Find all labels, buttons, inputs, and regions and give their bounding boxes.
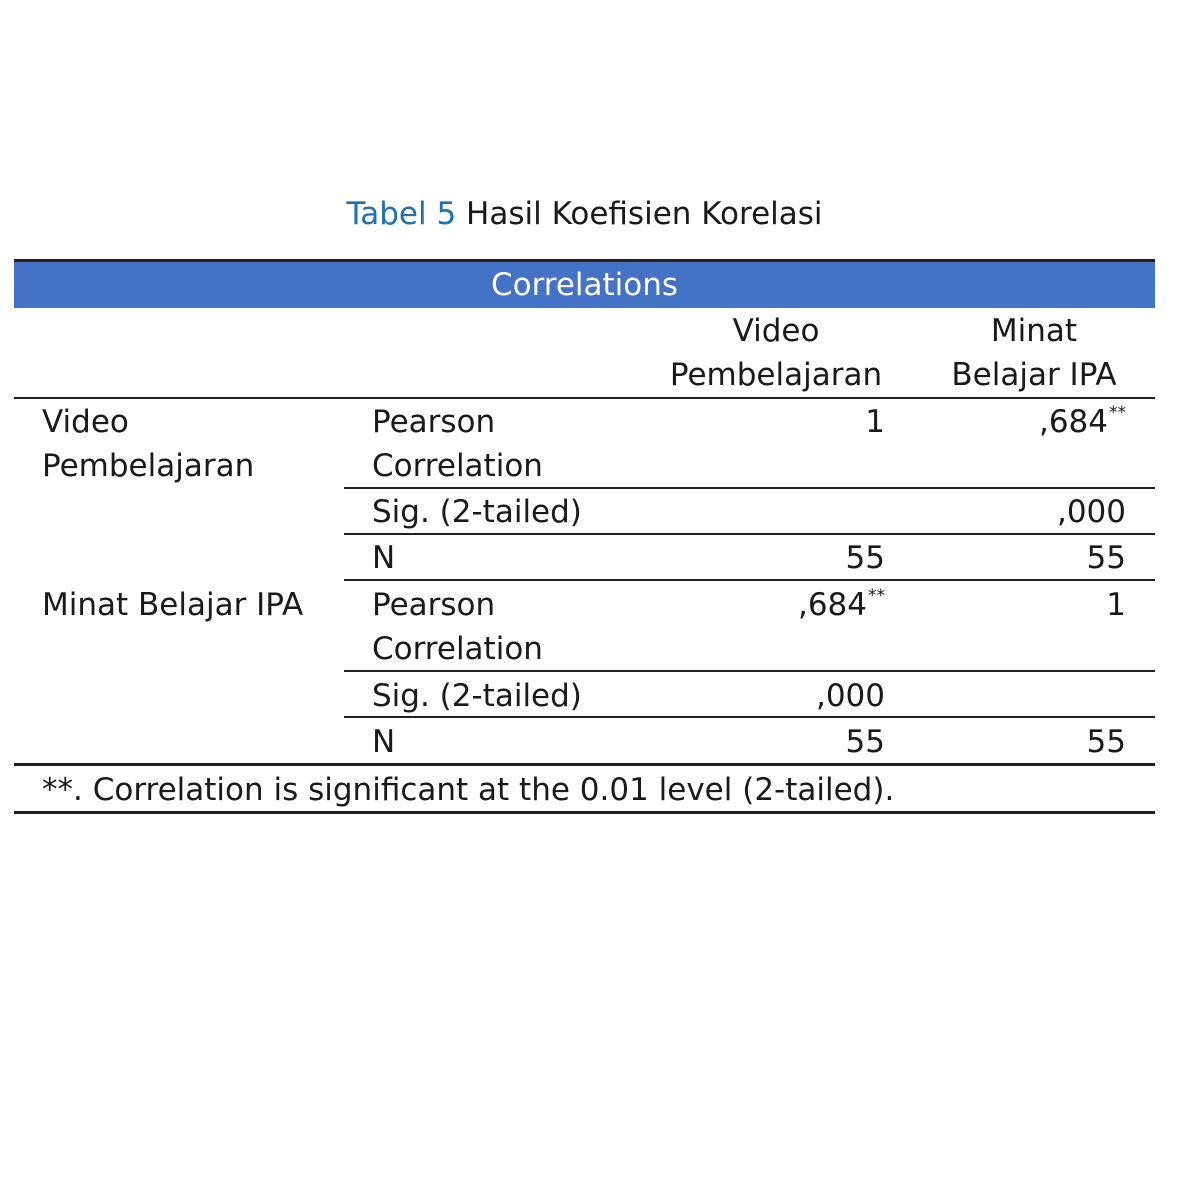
column-header-minat-line2: Belajar IPA <box>951 357 1117 393</box>
value-video-video-n <box>640 536 885 580</box>
significance-mark: ** <box>1109 403 1126 423</box>
value-minat-video-n <box>640 720 885 764</box>
row-rule <box>344 487 1155 489</box>
header-rule <box>14 397 1155 399</box>
caption-title: Hasil Koefisien Korelasi <box>466 196 823 232</box>
significance-mark: ** <box>868 586 885 606</box>
row-rule <box>344 716 1155 718</box>
value-text: 55 <box>845 540 885 576</box>
stat-label-n: N <box>372 540 396 576</box>
value-minat-video-pearson <box>640 583 885 632</box>
value-minat-minat-n <box>900 720 1126 764</box>
stat-label-pearson-line1: Pearson <box>372 587 496 623</box>
value-text: ,684 <box>797 587 867 623</box>
group-rule <box>344 579 1155 581</box>
column-header-video-line1: Video <box>732 313 820 349</box>
stat-label-pearson-line2: Correlation <box>372 448 543 484</box>
value-text: ,000 <box>1056 494 1126 530</box>
value-text: 55 <box>1086 540 1126 576</box>
value-text: ,000 <box>815 678 885 714</box>
value-video-minat-pearson <box>900 400 1126 449</box>
footnote-rule <box>14 811 1155 814</box>
value-minat-minat-pearson <box>900 583 1126 627</box>
row-rule <box>344 533 1155 535</box>
table-caption <box>0 196 1169 232</box>
value-text: 1 <box>1106 587 1126 623</box>
value-text: 1 <box>865 404 885 440</box>
column-header-minat-line1: Minat <box>990 313 1078 349</box>
row-group-label-video-line1: Video <box>42 404 129 440</box>
value-video-video-pearson <box>640 400 885 444</box>
row-group-label-minat: Minat Belajar IPA <box>42 587 304 623</box>
column-header-video-line2: Pembelajaran <box>669 357 883 393</box>
row-group-label-video-line2: Pembelajaran <box>42 448 255 484</box>
stat-label-sig: Sig. (2-tailed) <box>372 678 582 714</box>
stat-label-pearson-line1: Pearson <box>372 404 496 440</box>
table-title-banner: Correlations <box>14 262 1155 308</box>
table-footnote: **. Correlation is significant at the 0.01 level (2-tailed). <box>42 772 895 808</box>
stat-label-n: N <box>372 724 396 760</box>
stat-label-pearson-line2: Correlation <box>372 631 543 667</box>
value-text: 55 <box>845 724 885 760</box>
value-video-minat-n <box>900 536 1126 580</box>
value-text: 55 <box>1086 724 1126 760</box>
table-bottom-rule <box>14 763 1155 766</box>
row-rule <box>344 670 1155 672</box>
value-minat-video-sig <box>640 674 885 718</box>
value-text: ,684 <box>1038 404 1108 440</box>
caption-label: Tabel 5 <box>346 196 457 232</box>
value-video-minat-sig <box>900 490 1126 534</box>
stat-label-sig: Sig. (2-tailed) <box>372 494 582 530</box>
